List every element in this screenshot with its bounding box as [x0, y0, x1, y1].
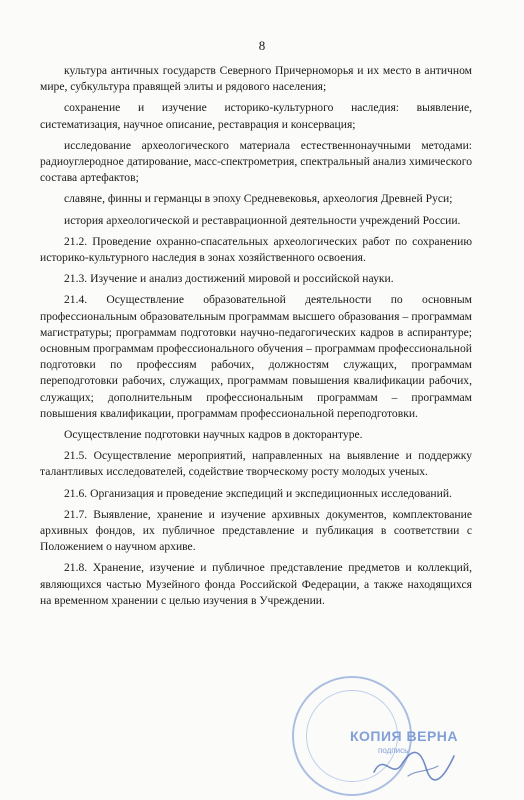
paragraph: 21.6. Организация и проведение экспедиций и экспедиционных исследований.: [64, 486, 452, 500]
document-body: [40, 63, 472, 609]
paragraph: 21.5. Осуществление мероприятий, направленных на выявление и поддержку талантливых исследователей, содействие творческому росту молодых ученых.: [40, 449, 472, 479]
copy-stamp-title: КОПИЯ ВЕРНА: [350, 728, 459, 744]
paragraph: 21.2. Проведение охранно-спасательных археологических работ по сохранению историко-культурного наследия в зонах хозяйственного освоения.: [40, 234, 472, 265]
paragraph: история археологической и реставрационной деятельности учреждений России.: [64, 213, 461, 227]
paragraph: славяне, финны и германцы в эпоху Средневековья, археология Древней Руси;: [64, 192, 453, 206]
paragraph: 21.7. Выявление, хранение и изучение архивных документов, комплектование архивных фондов, их публичное представление и публикация в соответствии с Положением о научном архиве.: [40, 507, 472, 554]
paragraph: 21.4. Осуществление образовательной деятельности по основным профессиональным образовательным программам высшего образования – программам магистратуры; программам подготовки научно-педагогических кадров в аспирантуре; основным программам профессионального обучения – программам профессиональной подготовки по профессиям рабочих, должностям служащих, программам переподготовки рабочих, служащих, программам повышения квалификации рабочих, служащих; дополнительным профессиональным программам – программам повышения квалификации, программам профессиональной переподготовки.: [40, 293, 472, 420]
signature: [368, 742, 458, 786]
paragraph: исследование археологического материала естественнонаучными методами: радиоуглеродное датирование, масс-спектрометрия, спектральный анализ химического состава артефактов;: [40, 138, 472, 185]
copy-stamp-subtitle: подпись: [378, 746, 409, 755]
paragraph: 21.3. Изучение и анализ достижений мировой и российской науки.: [64, 272, 394, 286]
paragraph: культура античных государств Северного Причерноморья и их место в античном мире, субкультура правящей элиты и рядового населения;: [40, 64, 472, 94]
paragraph: сохранение и изучение историко-культурного наследия: выявление, систематизация, научное описание, реставрация и консервация;: [40, 101, 472, 131]
page-number: 8: [258, 38, 266, 53]
paragraph: Осуществление подготовки научных кадров в докторантуре.: [64, 428, 363, 442]
paragraph: 21.8. Хранение, изучение и публичное представление предметов и коллекций, являющихся частью Музейного фонда Российской Федерации, а также находящихся на временном хранении с целью изучения в Учреждении.: [40, 561, 472, 607]
